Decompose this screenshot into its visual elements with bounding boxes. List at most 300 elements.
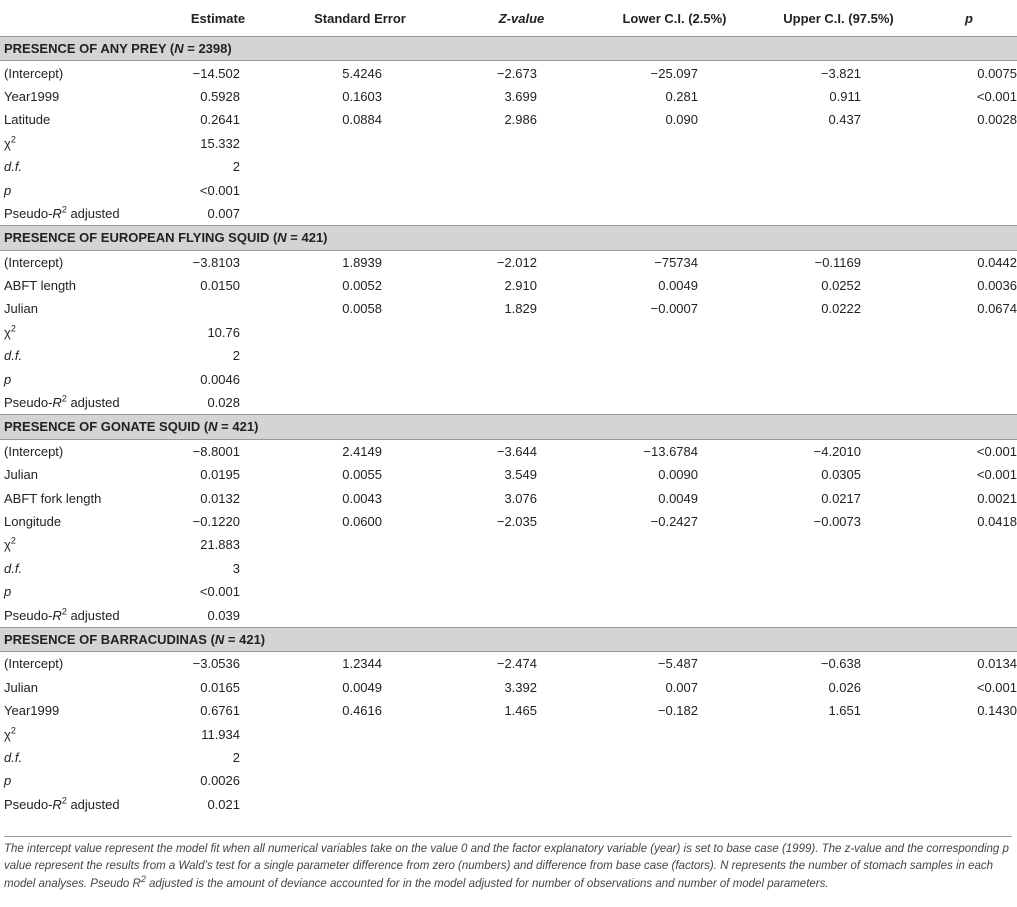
row-label — [0, 61, 166, 85]
table-row — [0, 652, 1017, 676]
cell-estimate: 3 — [232, 560, 240, 576]
cell-standard-error: 0.4616 — [342, 703, 382, 719]
cell-upper-ci — [756, 793, 921, 816]
row-label — [0, 652, 166, 676]
cell-p — [921, 132, 1017, 155]
row-label-text: ABFT fork length — [4, 490, 102, 506]
cell-estimate: −3.8103 — [192, 254, 240, 270]
row-label-text: d.f. — [4, 560, 23, 576]
footnote-superscript: 2 — [140, 873, 146, 884]
cell-lower-ci — [593, 746, 756, 769]
cell-upper-ci — [756, 132, 921, 155]
cell-p: 0.0036 — [977, 278, 1017, 294]
row-label — [0, 769, 166, 792]
row-label — [0, 367, 166, 390]
cell-z-value: 1.465 — [504, 703, 537, 719]
cell-upper-ci — [756, 533, 921, 556]
cell-standard-error — [270, 155, 450, 178]
section-title-prefix: PRESENCE OF BARRACUDINAS ( — [4, 631, 215, 647]
cell-lower-ci — [593, 722, 756, 745]
section-title-suffix: = 421) — [217, 419, 259, 435]
cell-estimate: 0.0132 — [200, 490, 240, 506]
row-label-text: ABFT length — [4, 278, 77, 294]
cell-standard-error: 0.0043 — [342, 490, 382, 506]
table-row — [0, 61, 1017, 85]
row-label-superscript: 2 — [61, 606, 67, 617]
header-row — [0, 0, 1017, 37]
cell-upper-ci: 0.0252 — [821, 278, 861, 294]
cell-standard-error — [270, 178, 450, 201]
cell-upper-ci: −0.0073 — [813, 514, 861, 529]
cell-upper-ci — [756, 722, 921, 745]
cell-standard-error — [270, 793, 450, 816]
cell-upper-ci — [756, 746, 921, 769]
cell-z-value — [450, 580, 593, 603]
cell-p — [921, 557, 1017, 580]
cell-upper-ci — [756, 769, 921, 792]
row-label-text: d.f. — [4, 159, 23, 175]
cell-estimate: 0.5928 — [200, 88, 240, 104]
row-label — [0, 391, 166, 415]
cell-z-value — [450, 155, 593, 178]
cell-estimate: 2 — [232, 348, 240, 364]
table-row — [0, 178, 1017, 201]
row-label — [0, 439, 166, 463]
row-label-text: p — [4, 371, 12, 387]
cell-upper-ci: 1.651 — [828, 703, 861, 719]
cell-z-value: 2.910 — [504, 278, 537, 294]
cell-upper-ci: 0.0217 — [821, 490, 861, 506]
cell-lower-ci: −13.6784 — [643, 443, 698, 459]
row-label — [0, 580, 166, 603]
row-label-text: d.f. — [4, 348, 23, 364]
footnote-text: The intercept value represent the model fit when all numerical variables take on the value 0 and the factor explanatory variable (year) is set to base case (1999). The z-value and the corresponding p value represent the results from a Wald’s test for a single parameter difference from zero (numbers) and difference from base case (factors). N represents the number of stomach samples in each model analyses. Pseudo R — [4, 843, 1009, 890]
section-header-row — [0, 415, 1017, 439]
cell-p: 0.0028 — [977, 112, 1017, 128]
row-label-superscript: 2 — [10, 134, 16, 145]
cell-p: 0.1430 — [977, 703, 1017, 719]
row-label-text: p — [4, 773, 12, 789]
section-header-row — [0, 627, 1017, 651]
section-title-n: N — [277, 230, 287, 246]
row-label-text: p — [4, 182, 12, 198]
row-label-superscript: 2 — [10, 725, 16, 736]
cell-p — [921, 793, 1017, 816]
table-row — [0, 344, 1017, 367]
cell-lower-ci — [593, 391, 756, 415]
table-row — [0, 510, 1017, 533]
row-label — [0, 85, 166, 108]
header-blank — [0, 0, 166, 37]
cell-upper-ci — [756, 367, 921, 390]
cell-estimate: 0.6761 — [200, 703, 240, 719]
cell-estimate: 0.007 — [207, 205, 240, 221]
cell-upper-ci: 0.026 — [828, 679, 861, 695]
cell-z-value — [450, 202, 593, 226]
section-title-prefix: PRESENCE OF ANY PREY ( — [4, 41, 175, 57]
table-row — [0, 297, 1017, 320]
table-row — [0, 722, 1017, 745]
cell-standard-error — [270, 533, 450, 556]
table-row — [0, 557, 1017, 580]
cell-z-value — [450, 533, 593, 556]
cell-lower-ci — [593, 557, 756, 580]
cell-upper-ci: 0.0222 — [821, 301, 861, 317]
cell-lower-ci — [593, 769, 756, 792]
row-label-suffix: adjusted — [66, 395, 120, 411]
cell-z-value: −2.673 — [496, 65, 537, 81]
row-label-text: Julian — [4, 679, 38, 695]
table-row — [0, 132, 1017, 155]
cell-p — [921, 391, 1017, 415]
cell-upper-ci: −0.638 — [820, 656, 861, 672]
cell-z-value: −2.474 — [496, 656, 537, 672]
header-lower-ci: Lower C.I. (2.5%) — [593, 0, 756, 37]
section-title-prefix: PRESENCE OF EUROPEAN FLYING SQUID ( — [4, 230, 278, 246]
row-label — [0, 344, 166, 367]
cell-p — [921, 202, 1017, 226]
cell-estimate: 15.332 — [200, 135, 240, 151]
row-label-r: R — [52, 205, 62, 221]
section-title — [0, 627, 1017, 651]
row-label — [0, 108, 166, 131]
cell-standard-error — [270, 344, 450, 367]
row-label — [0, 250, 166, 274]
table-row — [0, 486, 1017, 509]
cell-upper-ci — [756, 321, 921, 344]
cell-estimate: 0.0165 — [200, 679, 240, 695]
cell-p — [921, 769, 1017, 792]
cell-p: <0.001 — [976, 467, 1017, 483]
cell-upper-ci: 0.911 — [829, 88, 861, 104]
cell-p — [921, 178, 1017, 201]
cell-lower-ci: 0.0049 — [658, 278, 698, 294]
cell-estimate: 0.0195 — [200, 467, 240, 483]
cell-estimate: 0.039 — [207, 607, 240, 623]
row-label — [0, 533, 166, 556]
table-row — [0, 793, 1017, 816]
row-label-text: Year1999 — [4, 88, 60, 104]
cell-z-value: 3.392 — [504, 679, 537, 695]
section-title-suffix: = 421) — [224, 631, 266, 647]
cell-estimate: 0.021 — [207, 796, 240, 812]
row-label-text: (Intercept) — [4, 656, 64, 672]
row-label-text: χ — [4, 324, 11, 340]
cell-p — [921, 533, 1017, 556]
row-label-text: p — [4, 584, 12, 600]
cell-z-value — [450, 344, 593, 367]
cell-p — [921, 344, 1017, 367]
cell-standard-error: 0.0600 — [342, 514, 382, 529]
cell-z-value — [450, 367, 593, 390]
row-label-text: (Intercept) — [4, 65, 64, 81]
table-row — [0, 108, 1017, 131]
cell-z-value — [450, 769, 593, 792]
header-estimate: Estimate — [166, 0, 270, 37]
table-row — [0, 676, 1017, 699]
row-label-suffix: adjusted — [66, 205, 120, 221]
cell-lower-ci — [593, 344, 756, 367]
cell-p: 0.0442 — [977, 254, 1017, 270]
row-label — [0, 793, 166, 816]
cell-z-value: −3.644 — [496, 443, 537, 459]
row-label — [0, 676, 166, 699]
cell-lower-ci: −5.487 — [657, 656, 698, 672]
cell-estimate: −8.8001 — [192, 443, 240, 459]
cell-upper-ci: −3.821 — [820, 65, 861, 81]
section-title-suffix: = 2398) — [183, 41, 232, 57]
cell-estimate: 21.883 — [200, 537, 240, 553]
cell-estimate: <0.001 — [199, 584, 240, 600]
header-upper-ci: Upper C.I. (97.5%) — [756, 0, 921, 37]
cell-p — [921, 155, 1017, 178]
cell-standard-error — [270, 367, 450, 390]
table-row — [0, 250, 1017, 274]
row-label-text: d.f. — [4, 749, 23, 765]
cell-lower-ci: −0.0007 — [650, 301, 698, 317]
cell-p: 0.0075 — [977, 65, 1017, 81]
cell-lower-ci — [593, 178, 756, 201]
table-row — [0, 463, 1017, 486]
row-label-r: R — [52, 395, 62, 411]
cell-standard-error: 0.1603 — [342, 88, 382, 104]
row-label — [0, 746, 166, 769]
cell-upper-ci — [756, 202, 921, 226]
cell-z-value: 1.829 — [504, 301, 537, 317]
cell-z-value: 3.076 — [504, 490, 537, 506]
cell-standard-error — [270, 769, 450, 792]
cell-lower-ci — [593, 533, 756, 556]
cell-upper-ci: −4.2010 — [813, 443, 861, 459]
row-label — [0, 202, 166, 226]
table-row — [0, 603, 1017, 627]
cell-standard-error: 5.4246 — [342, 65, 382, 81]
cell-estimate: 11.934 — [201, 726, 240, 742]
cell-standard-error: 1.2344 — [342, 656, 382, 672]
table-row — [0, 202, 1017, 226]
cell-lower-ci: 0.090 — [665, 112, 698, 128]
cell-lower-ci: 0.0090 — [658, 467, 698, 483]
section-title-n: N — [174, 41, 184, 57]
row-label-text: Pseudo- — [4, 607, 53, 623]
cell-z-value — [450, 746, 593, 769]
table-body — [0, 37, 1017, 816]
cell-lower-ci — [593, 321, 756, 344]
cell-p — [921, 603, 1017, 627]
section-title-n: N — [208, 419, 218, 435]
cell-standard-error: 0.0884 — [342, 112, 382, 128]
cell-p — [921, 580, 1017, 603]
cell-standard-error — [270, 557, 450, 580]
row-label-superscript: 2 — [10, 536, 16, 547]
section-header-row — [0, 37, 1017, 61]
cell-upper-ci — [756, 557, 921, 580]
cell-p: 0.0134 — [977, 656, 1017, 672]
cell-p: <0.001 — [976, 679, 1017, 695]
cell-lower-ci — [593, 132, 756, 155]
cell-standard-error: 2.4149 — [342, 443, 382, 459]
cell-estimate: <0.001 — [199, 182, 240, 198]
row-label-suffix: adjusted — [66, 796, 120, 812]
cell-upper-ci: 0.0305 — [821, 467, 861, 483]
cell-z-value: 3.549 — [504, 467, 537, 483]
cell-z-value — [450, 321, 593, 344]
header-z-value: Z-value — [450, 0, 593, 37]
table-row — [0, 367, 1017, 390]
footnote-text-end: adjusted is the amount of deviance accounted for in the model adjusted for number of observations and number of model parameters. — [145, 877, 829, 890]
cell-z-value — [450, 132, 593, 155]
cell-standard-error — [270, 132, 450, 155]
cell-upper-ci: 0.437 — [828, 112, 861, 128]
cell-estimate: 0.0150 — [200, 278, 240, 294]
row-label-text: (Intercept) — [4, 254, 64, 270]
cell-p: <0.001 — [976, 443, 1017, 459]
cell-z-value — [450, 391, 593, 415]
cell-p — [921, 321, 1017, 344]
row-label-text: Pseudo- — [4, 205, 53, 221]
cell-estimate: −3.0536 — [192, 656, 240, 672]
row-label-text: Julian — [4, 301, 38, 317]
row-label — [0, 274, 166, 297]
table-row — [0, 580, 1017, 603]
section-title-suffix: = 421) — [286, 230, 328, 246]
cell-standard-error — [270, 202, 450, 226]
cell-lower-ci: 0.0049 — [658, 490, 698, 506]
cell-z-value — [450, 793, 593, 816]
table-row — [0, 769, 1017, 792]
row-label — [0, 699, 166, 722]
cell-upper-ci: −0.1169 — [814, 254, 861, 270]
cell-estimate: −14.502 — [192, 65, 240, 81]
row-label-text: Year1999 — [4, 703, 60, 719]
cell-estimate: 2 — [232, 749, 240, 765]
row-label-text: Longitude — [4, 514, 62, 529]
cell-lower-ci: −75734 — [654, 254, 698, 270]
table-row — [0, 155, 1017, 178]
cell-lower-ci — [593, 603, 756, 627]
cell-lower-ci: −0.182 — [657, 703, 698, 719]
cell-p: 0.0674 — [977, 301, 1017, 317]
cell-estimate: 0.2641 — [200, 112, 240, 128]
row-label-text: Latitude — [4, 112, 51, 128]
row-label — [0, 155, 166, 178]
row-label-suffix: adjusted — [66, 607, 120, 623]
cell-lower-ci: −25.097 — [650, 65, 698, 81]
row-label-text: Pseudo- — [4, 395, 53, 411]
cell-z-value — [450, 722, 593, 745]
cell-upper-ci — [756, 344, 921, 367]
section-header-row — [0, 226, 1017, 250]
cell-standard-error: 0.0049 — [342, 679, 382, 695]
cell-upper-ci — [756, 391, 921, 415]
section-title — [0, 37, 1017, 61]
row-label-superscript: 2 — [61, 204, 67, 215]
row-label — [0, 463, 166, 486]
table-row — [0, 321, 1017, 344]
cell-upper-ci — [756, 580, 921, 603]
cell-z-value — [450, 178, 593, 201]
row-label — [0, 603, 166, 627]
cell-p: <0.001 — [976, 88, 1017, 104]
table-footnote — [4, 836, 1012, 893]
cell-lower-ci — [593, 367, 756, 390]
row-label-superscript: 2 — [61, 795, 67, 806]
cell-estimate: 2 — [232, 159, 240, 175]
cell-lower-ci: 0.007 — [665, 679, 698, 695]
cell-p — [921, 367, 1017, 390]
table-row — [0, 85, 1017, 108]
cell-standard-error: 0.0058 — [342, 301, 382, 317]
cell-z-value: −2.012 — [496, 254, 537, 270]
row-label-r: R — [52, 796, 62, 812]
row-label-text: (Intercept) — [4, 443, 64, 459]
cell-estimate: 0.0026 — [200, 773, 240, 789]
row-label — [0, 132, 166, 155]
cell-lower-ci: 0.281 — [665, 88, 698, 104]
cell-p: 0.0021 — [977, 490, 1017, 506]
cell-standard-error — [270, 746, 450, 769]
row-label — [0, 321, 166, 344]
row-label-superscript: 2 — [61, 393, 67, 404]
cell-estimate — [166, 297, 270, 320]
table-row — [0, 533, 1017, 556]
cell-estimate: −0.1220 — [192, 514, 240, 529]
cell-standard-error — [270, 722, 450, 745]
cell-standard-error — [270, 321, 450, 344]
row-label-text: Pseudo- — [4, 796, 53, 812]
table-row — [0, 391, 1017, 415]
cell-upper-ci — [756, 155, 921, 178]
header-standard-error: Standard Error — [270, 0, 450, 37]
row-label — [0, 178, 166, 201]
cell-z-value: 2.986 — [504, 112, 537, 128]
row-label-text: χ — [4, 726, 11, 742]
cell-standard-error: 1.8939 — [342, 254, 382, 270]
cell-lower-ci — [593, 202, 756, 226]
table-row — [0, 439, 1017, 463]
cell-p — [921, 746, 1017, 769]
cell-estimate: 10.76 — [207, 324, 240, 340]
cell-z-value: −2.035 — [496, 514, 537, 529]
row-label — [0, 510, 166, 533]
row-label-text: Julian — [4, 467, 38, 483]
cell-z-value: 3.699 — [504, 88, 537, 104]
table-row — [0, 699, 1017, 722]
cell-z-value — [450, 603, 593, 627]
cell-estimate: 0.028 — [207, 395, 240, 411]
row-label — [0, 722, 166, 745]
cell-lower-ci — [593, 580, 756, 603]
row-label — [0, 297, 166, 320]
row-label-text: χ — [4, 537, 11, 553]
cell-lower-ci — [593, 793, 756, 816]
row-label-text: χ — [4, 135, 11, 151]
cell-lower-ci — [593, 155, 756, 178]
cell-upper-ci — [756, 178, 921, 201]
cell-upper-ci — [756, 603, 921, 627]
cell-standard-error — [270, 391, 450, 415]
section-title-prefix: PRESENCE OF GONATE SQUID ( — [4, 419, 209, 435]
row-label — [0, 557, 166, 580]
cell-estimate: 0.0046 — [200, 371, 240, 387]
cell-standard-error — [270, 580, 450, 603]
header-p: p — [921, 0, 1017, 37]
section-title — [0, 415, 1017, 439]
cell-lower-ci: −0.2427 — [650, 514, 698, 529]
cell-z-value — [450, 557, 593, 580]
table-row — [0, 274, 1017, 297]
cell-standard-error: 0.0052 — [342, 278, 382, 294]
